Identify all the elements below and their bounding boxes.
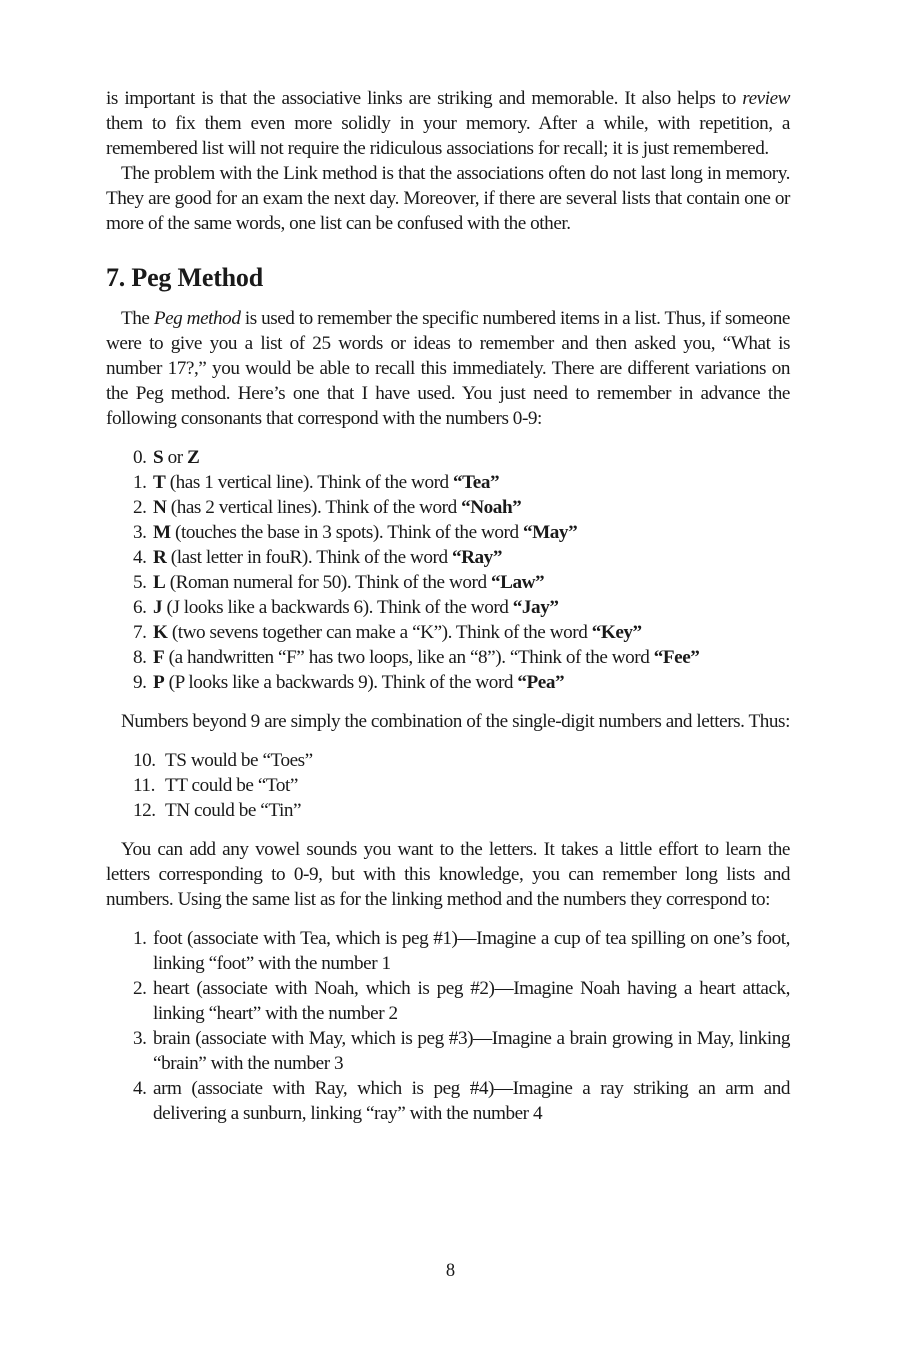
list-item: [133, 570, 790, 595]
list-item: [133, 976, 790, 1026]
list-item: [133, 670, 790, 695]
list-item-number: 2.: [133, 978, 147, 999]
list-item-number: 4.: [133, 547, 147, 568]
list-item-text: heart (associate with Noah, which is peg #2)—Imagine Noah having a heart attack, linking “heart” with the number 2: [153, 978, 790, 1024]
list-item-text: T (has 1 vertical line). Think of the word “Tea”: [153, 472, 500, 493]
list-item-text: L (Roman numeral for 50). Think of the word “Law”: [153, 572, 545, 593]
list-item-number: 8.: [133, 647, 147, 668]
list-item-number: 12.: [133, 800, 156, 821]
paragraph-link-method-continued: is important is that the associative links are striking and memorable. It also helps to review them to fix them even more solidly in your memory. After a while, with repetition, a remembered list will not require the ridiculous associations for recall; it is just remembered.: [106, 88, 790, 159]
list-item-text: M (touches the base in 3 spots). Think of the word “May”: [153, 522, 578, 543]
consonant-peg-list: [133, 445, 790, 695]
list-item-number: 11.: [133, 775, 155, 796]
list-item: [133, 545, 790, 570]
section-heading: 7. Peg Method: [106, 263, 263, 292]
list-item-text: N (has 2 vertical lines). Think of the word “Noah”: [153, 497, 522, 518]
list-item-text: brain (associate with May, which is peg #3)—Imagine a brain growing in May, linking “brain” with the number 3: [153, 1028, 790, 1074]
list-item-number: 0.: [133, 447, 147, 468]
list-item-text: R (last letter in fouR). Think of the word “Ray”: [153, 547, 502, 568]
list-item-text: K (two sevens together can make a “K”). Think of the word “Key”: [153, 622, 642, 643]
paragraph-link-method-problem: The problem with the Link method is that the associations often do not last long in memory. They are good for an exam the next day. Moreover, if there are several lists that contain one or more of the same words, one list can be confused with the other.: [106, 163, 790, 234]
list-item-text: TS would be “Toes”: [165, 750, 313, 771]
list-item-number: 6.: [133, 597, 147, 618]
list-item: [133, 620, 790, 645]
list-item: [133, 495, 790, 520]
list-item: [133, 1076, 790, 1126]
combination-list: [133, 748, 790, 823]
list-item-number: 5.: [133, 572, 147, 593]
list-item: [133, 748, 790, 773]
list-item-number: 1.: [133, 472, 147, 493]
page-content: [106, 86, 790, 1140]
list-item-text: TN could be “Tin”: [165, 800, 302, 821]
list-item: [133, 520, 790, 545]
list-item-text: arm (associate with Ray, which is peg #4)—Imagine a ray striking an arm and delivering a sunburn, linking “ray” with the number 4: [153, 1078, 790, 1124]
list-item: [133, 470, 790, 495]
list-item-text: P (P looks like a backwards 9). Think of the word “Pea”: [153, 672, 565, 693]
list-item-number: 4.: [133, 1078, 147, 1099]
list-item: [133, 798, 790, 823]
list-item: [133, 773, 790, 798]
list-item-text: J (J looks like a backwards 6). Think of the word “Jay”: [153, 597, 559, 618]
list-item-number: 10.: [133, 750, 156, 771]
list-item-number: 3.: [133, 1028, 147, 1049]
list-item-number: 9.: [133, 672, 147, 693]
paragraph-peg-intro: The Peg method is used to remember the specific numbered items in a list. Thus, if someone were to give you a list of 25 words or ideas to remember and then asked you, “What is number 17?,” you would be able to recall this immediately. There are different variations on the Peg method. Here’s one that I have used. You just need to remember in advance the following consonants that correspond with the numbers 0-9:: [106, 308, 791, 429]
list-item: [133, 595, 790, 620]
list-item-number: 1.: [133, 928, 147, 949]
list-item-text: TT could be “Tot”: [165, 775, 298, 796]
list-item-number: 7.: [133, 622, 147, 643]
list-item-text: foot (associate with Tea, which is peg #1)—Imagine a cup of tea spilling on one’s foot, linking “foot” with the number 1: [153, 928, 790, 974]
list-item: [133, 445, 790, 470]
paragraph-vowel-sounds: You can add any vowel sounds you want to the letters. It takes a little effort to learn the letters corresponding to 0-9, but with this knowledge, you can remember long lists and numbers. Using the same list as for the linking method and the numbers they correspond to:: [106, 839, 790, 910]
list-item-number: 2.: [133, 497, 147, 518]
list-item-number: 3.: [133, 522, 147, 543]
list-item: [133, 1026, 790, 1076]
list-item: [133, 645, 790, 670]
list-item-text: S or Z: [153, 447, 200, 468]
page-number: 8: [445, 1261, 456, 1281]
list-item: [133, 926, 790, 976]
peg-example-list: [133, 926, 790, 1126]
list-item-text: F (a handwritten “F” has two loops, like an “8”). “Think of the word “Fee”: [153, 647, 700, 668]
paragraph-beyond-nine: Numbers beyond 9 are simply the combination of the single-digit numbers and letters. Thus:: [121, 711, 790, 732]
